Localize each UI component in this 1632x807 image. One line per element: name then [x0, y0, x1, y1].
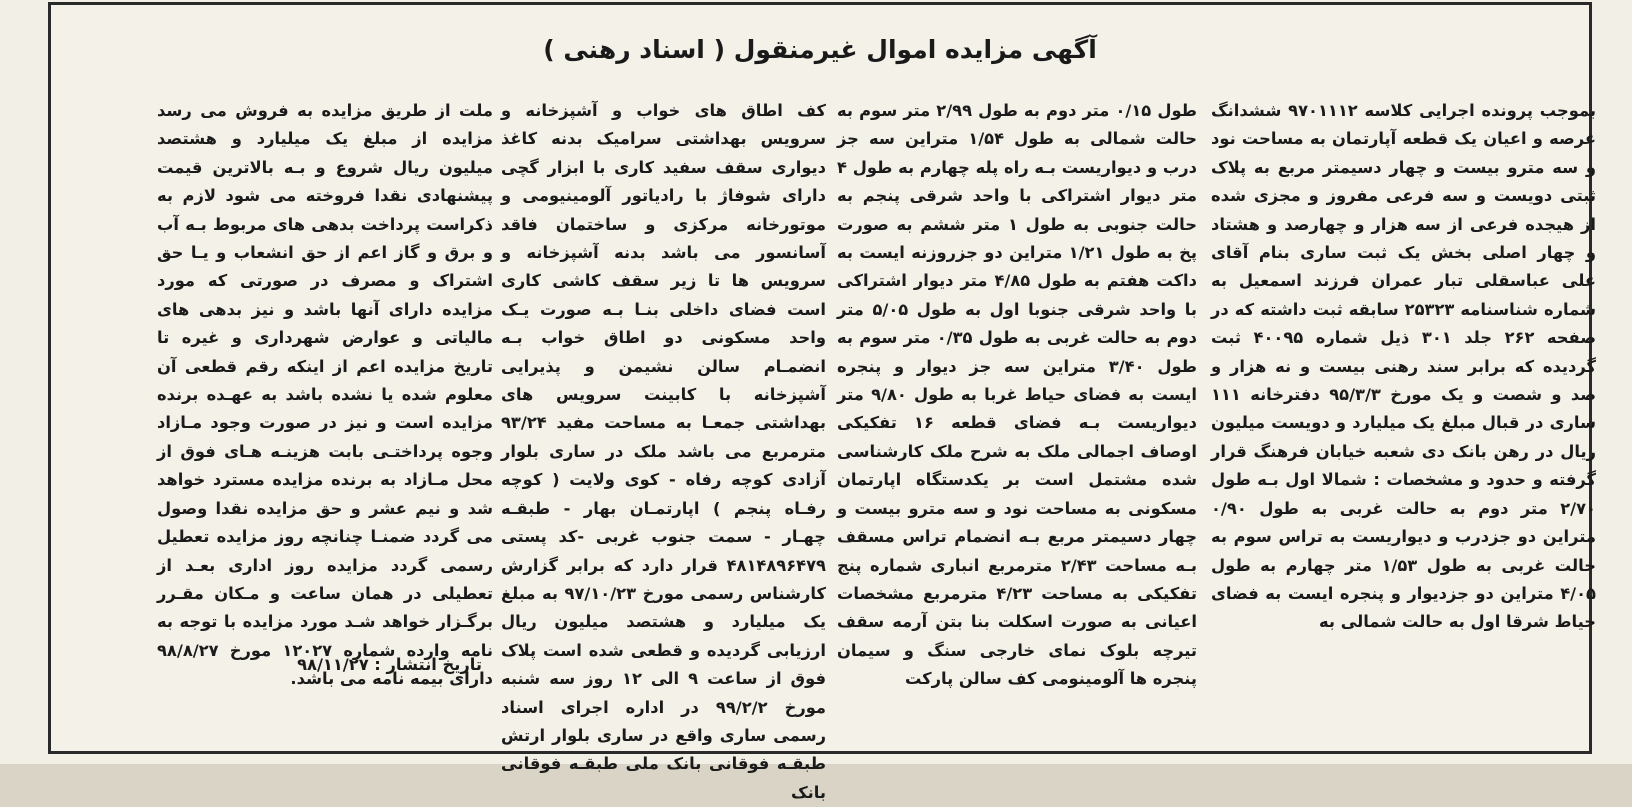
- text-column-4: ملت از طریق مزایده به فروش می رسد مزایده از مبلغ یک میلیارد و هشتصد میلیون ریال شروع و بـه بالاترین قیمت پیشنهادی نقدا فروخته می شود لازم به ذکراست پرداخت بدهی های مربوط بـه آب و برق و گاز اعم از حق انشعاب و یـا حق اشتراک و مصرف در صورتی که مورد مزایده دارای آنها باشد و نیز بدهی های مالیاتی و عوارض شهرداری و غیره تا تاریخ مزایده اعم از اینکه رقم قطعی آن معلوم شده یا نشده باشد به عهـده برنده مزایده است و نیز در صورت وجود مـازاد وجوه پرداختـی بابت هزینـه هـای فوق از محل مـازاد به برنده مزایده مسترد خواهد شد و نیم عشر و حق مزایده نقدا وصول می گردد ضمنـا چنانچه روز مزایده تعطیل رسمی گردد مزایده روز اداری بعـد از تعطیلی در همان ساعت و مـکان مقـرر برگـزار خواهد شـد مورد مزایده با توجه به نامه وارده شماره ۱۲۰۲۷ مورخ ۹۸/۸/۲۷ دارای بیمه نامه می باشد.: [157, 101, 493, 689]
- text-column-1: بموجب پرونده اجرایی کلاسه ۹۷۰۱۱۱۲ ششدانگ عرصه و اعیان یک قطعه آپارتمان به مساحت نود و سه مترو بیست و چهار دسیمتر مربع به پلاک ثبتی دویست و سه فرعی مفروز و مجزی شده از هیجده فرعی از سه هزار و چهارصد و هشتاد و چهار اصلی بخش یک ثبت ساری بنام آقای علی عباسقلی تبار عمران فرزند اسمعیل به شماره شناسنامه ۲۵۳۲۳ سابقه ثبت داشته که در صفحه ۲۶۲ جلد ۳۰۱ ذیل شماره ۴۰۰۹۵ ثبت گردیده که برابر سند رهنی بیست و نه هزار و صد و شصت و یک مورخ ۹۵/۳/۳ دفترخانه ۱۱۱ ساری در قبال مبلغ یک میلیارد و دویست میلیون ریال در رهن بانک دی شعبه خیابان فرهنگ قرار گرفته و حدود و مشخصات : شمالا اول بـه طول ۲/۷۰ متر دوم به حالت غربی به طول ۰/۹۰ متراین دو جزدرب و دیواریست به تراس سوم به حالت غربی به طول ۱/۵۳ متر چهارم به طول ۴/۰۵ متراین دو جزدیوار و پنجره ایست به فضای حیاط شرقا اول به حالت شمالی به: [1211, 101, 1597, 632]
- publication-date: تاریخ انتشار : ۹۸/۱۱/۲۷: [297, 655, 482, 674]
- text-column-3: کف اطاق های خواب و آشپزخانه و سرویس بهداشتی سرامیک بدنه کاغذ دیواری سقف سفید کاری با ابزار گچی دارای شوفاژ با رادیاتور آلومینیومی و موتورخانه مرکزی و ساختمان فاقد آسانسور می باشد بدنه آشپزخانه و سرویس ها تا زیر سقف کاشی کاری است فضای داخلی بنـا بـه صورت یـک واحد مسکونی دو اطاق خواب بـه انضمـام سالن نشیمن و پذیرایی آشپزخانه با کابینت سرویس های بهداشتی جمعـا به مساحت مفید ۹۳/۲۴ مترمربع می باشد ملک در ساری بلوار آزادی کوچه رفاه - کوی ولایت ( کوچه رفـاه پنجم ) اپارتمـان بهار - طبقـه چهـار - سمت جنوب غربی -کد پستی ۴۸۱۴۸۹۶۴۷۹ قرار دارد که برابر گزارش کارشناس رسمی مورخ ۹۷/۱۰/۲۳ به مبلغ یک میلیارد و هشتصد میلیون ریال ارزیابی گردیده و قطعی شده است پلاک فوق از ساعت ۹ الی ۱۲ روز سه شنبه مورخ ۹۹/۲/۲ در اداره اجرای اسناد رسمی ساری واقع در ساری بلوار ارتش طبقـه فوقانی بانک ملی طبقـه فوقانی بانک: [501, 101, 826, 802]
- notice-title: آگهی مزایده اموال غیرمنقول ( اسناد رهنی ): [543, 35, 1097, 64]
- text-column-2: طول ۰/۱۵ متر دوم به طول ۲/۹۹ متر سوم به حالت شمالی به طول ۱/۵۴ متراین سه جز درب و دیواریست بـه راه پله چهارم به طول ۴ متر دیوار اشتراکی با واحد شرقی پنجم به حالت جنوبی به طول ۱ متر ششم به صورت پخ به طول ۱/۲۱ متراین دو جزروزنه ایست به داکت هفتم به طول ۴/۸۵ متر دیوار اشتراکی با واحد شرقی جنوبا اول به طول ۵/۰۵ متر دوم به حالت غربی به طول ۰/۳۵ متر سوم به طول ۳/۴۰ متراین سه جز دیوار و پنجره ایست به فضای حیاط غربا به طول ۹/۸۰ متر دیواریست بـه فضای قطعه ۱۶ تفکیکی اوصاف اجمالی ملک به شرح ملک کارشناسی شده مشتمل است بر یکدستگاه اپارتمان مسکونی به مساحت نود و سه مترو بیست و چهار دسیمتر مربع بـه انضمام تراس مسقف بـه مساحت ۲/۴۳ مترمربع انباری شماره پنج تفکیکی به مساحت ۴/۲۳ مترمربع مشخصات اعیانی به صورت اسکلت بنا بتن آرمه سقف تیرچه بلوک نمای خارجی سنگ و سیمان پنجره ها آلومینومی کف سالن پارکت: [837, 101, 1198, 689]
- notice-frame: [48, 2, 1597, 802]
